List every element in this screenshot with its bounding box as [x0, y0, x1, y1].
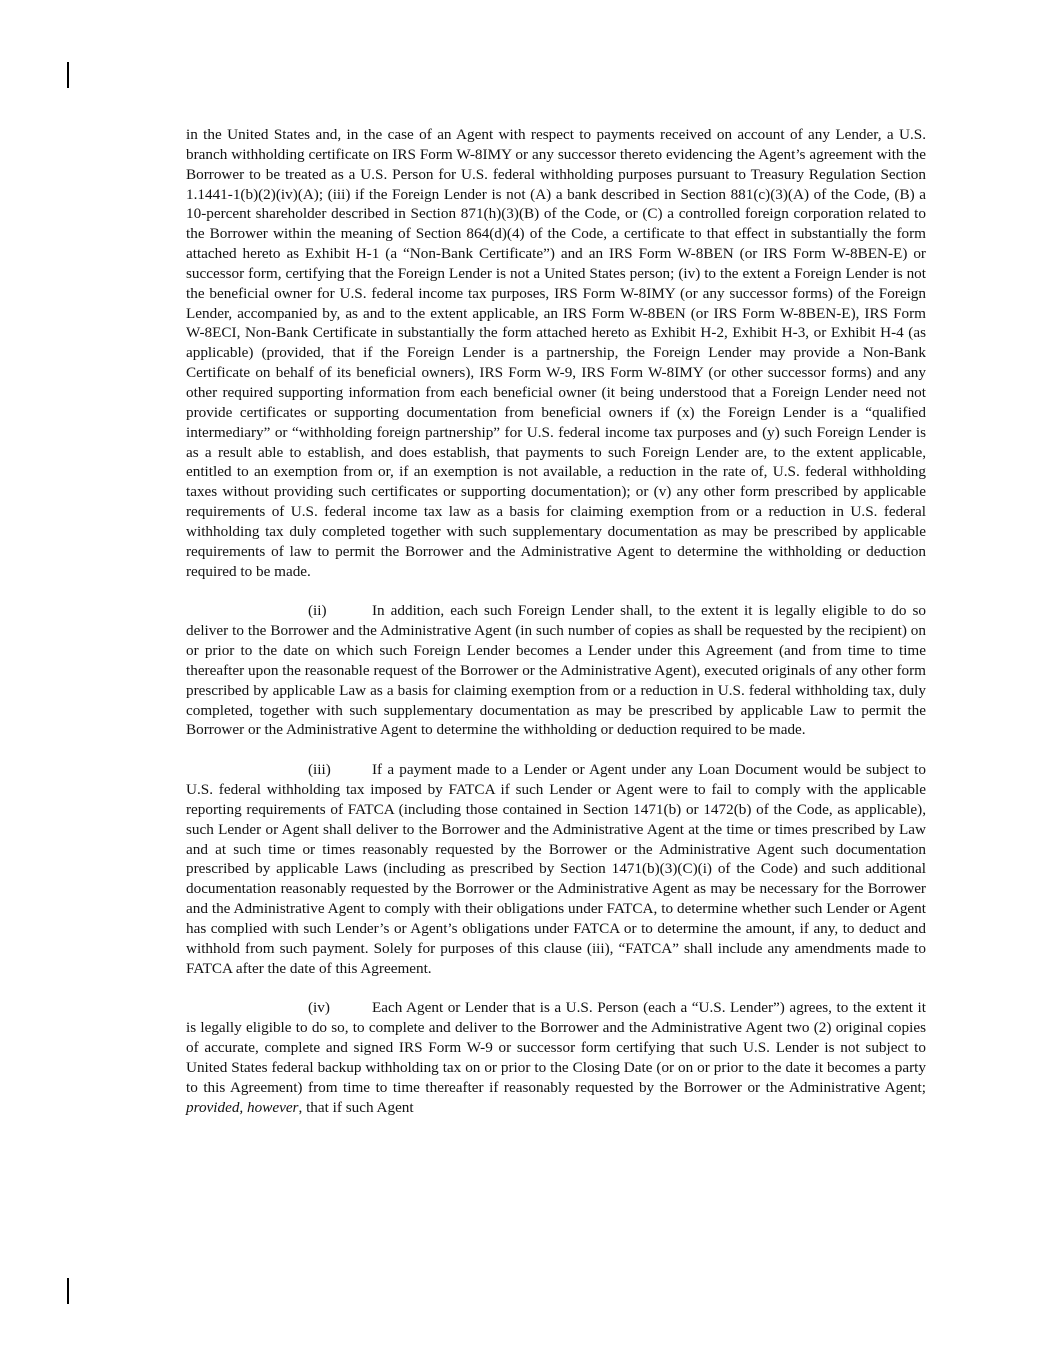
margin-change-bar-bottom	[67, 1278, 69, 1304]
margin-change-bar-top	[67, 62, 69, 88]
paragraph-continuation-text: in the United States and, in the case of an Agent with respect to payments received on account of any Lender, a U.S. branch withholding certificate on IRS Form W-8IMY or any successor thereto evidencing the Agent’s agreement with the Borrower to be treated as a U.S. Person for U.S. federal withholding purposes pursuant to Treasury Regulation Section 1.1441-1(b)(2)(iv)(A); (iii) if the Foreign Lender is not (A) a bank described in Section 881(c)(3)(A) of the Code, (B) a 10-percent shareholder described in Section 871(h)(3)(B) of the Code, or (C) a controlled foreign corporation related to the Borrower within the meaning of Section 864(d)(4) of the Code, a certificate to that effect in substantially the form attached hereto as Exhibit H-1 (a “Non-Bank Certificate”) and an IRS Form W-8BEN (or IRS Form W-8BEN-E) or successor form, certifying that the Foreign Lender is not a United States person; (iv) to the extent a Foreign Lender is not the beneficial owner for U.S. federal income tax purposes, IRS Form W-8IMY (or any successor forms) of the Foreign Lender, accompanied by, as and to the extent applicable, an IRS Form W-8BEN (or IRS Form W-8BEN-E), IRS Form W-8ECI, Non-Bank Certificate in substantially the form attached hereto as Exhibit H-2, Exhibit H-3, or Exhibit H-4 (as applicable) (provided, that if the Foreign Lender is a partnership, the Foreign Lender may provide a Non-Bank Certificate on behalf of its beneficial owners), IRS Form W-9, IRS Form W-8IMY (or other successor forms) and any other required supporting information from each beneficial owner (it being understood that a Foreign Lender need not provide certificates or supporting documentation from beneficial owners if (x) the Foreign Lender is a “qualified intermediary” or “withholding foreign partnership” for U.S. federal income tax purposes and (y) such Foreign Lender is as a result able to establish, and does establish, that payments to such Foreign Lender are, to the extent applicable, entitled to an exemption from or, if an exemption is not available, a reduction in the rate of, U.S. federal withholding taxes without providing such certificates or supporting documentation); or (v) any other form prescribed by applicable requirements of U.S. federal income tax law as a basis for claiming exemption from or a reduction in U.S. federal withholding tax duly completed together with such supplementary documentation as may be prescribed by applicable requirements of law to permit the Borrower and the Administrative Agent to determine the withholding or deduction required to be made.	[186, 126, 926, 580]
clause-iii-paragraph	[186, 760, 926, 978]
clause-iii-number: (iii)	[308, 761, 331, 779]
clause-iii-text: If a payment made to a Lender or Agent under any Loan Document would be subject to U.S. federal withholding tax imposed by FATCA if such Lender or Agent were to fail to comply with the applicable reporting requirements of FATCA (including those contained in Section 1471(b) or 1472(b) of the Code, as applicable), such Lender or Agent shall deliver to the Borrower and the Administrative Agent at the time or times prescribed by Law and at such time or times reasonably requested by the Borrower or the Administrative Agent such documentation prescribed by applicable Laws (including as prescribed by Section 1471(b)(3)(C)(i) of the Code) and such additional documentation reasonably requested by the Borrower or the Administrative Agent as may be necessary for the Borrower and the Administrative Agent to comply with their obligations under FATCA, to determine whether such Lender or Agent has complied with such Lender’s or Agent’s obligations under FATCA or to determine the amount, if any, to deduct and withhold from such payment. Solely for purposes of this clause (iii), “FATCA” shall include any amendments made to FATCA after the date of this Agreement.	[186, 761, 926, 977]
clause-iv-number: (iv)	[308, 999, 330, 1017]
clause-iv-text-after: , that if such Agent	[298, 1098, 414, 1116]
clause-ii-number: (ii)	[308, 602, 327, 620]
paragraph-continuation	[186, 125, 926, 581]
clause-iv-text-before: Each Agent or Lender that is a U.S. Person (each a “U.S. Lender”) agrees, to the extent it is legally eligible to do so, to complete and deliver to the Borrower and the Administrative Agent two (2) original copies of accurate, complete and signed IRS Form W-9 or successor form certifying that such U.S. Lender is not subject to United States federal backup withholding tax on or prior to the Closing Date (or on or prior to the date it becomes a party to this Agreement) from time to time thereafter if reasonably requested by the Borrower or the Administrative Agent;	[186, 999, 926, 1096]
clause-iv-italic-proviso: provided, however	[186, 1098, 299, 1116]
document-body	[186, 125, 926, 1137]
clause-ii-text: In addition, each such Foreign Lender shall, to the extent it is legally eligible to do so deliver to the Borrower and the Administrative Agent (in such number of copies as shall be requested by the recipient) on or prior to the date on which such Foreign Lender becomes a Lender under this Agreement (and from time to time thereafter upon the reasonable request of the Borrower or the Administrative Agent), executed originals of any other form prescribed by applicable Law as a basis for claiming exemption from or a reduction in U.S. federal withholding tax, duly completed, together with such supplementary documentation as may be prescribed by applicable Law to permit the Borrower or the Administrative Agent to determine the withholding or deduction required to be made.	[186, 602, 926, 739]
clause-ii-paragraph	[186, 601, 926, 740]
clause-iv-paragraph	[186, 998, 926, 1117]
